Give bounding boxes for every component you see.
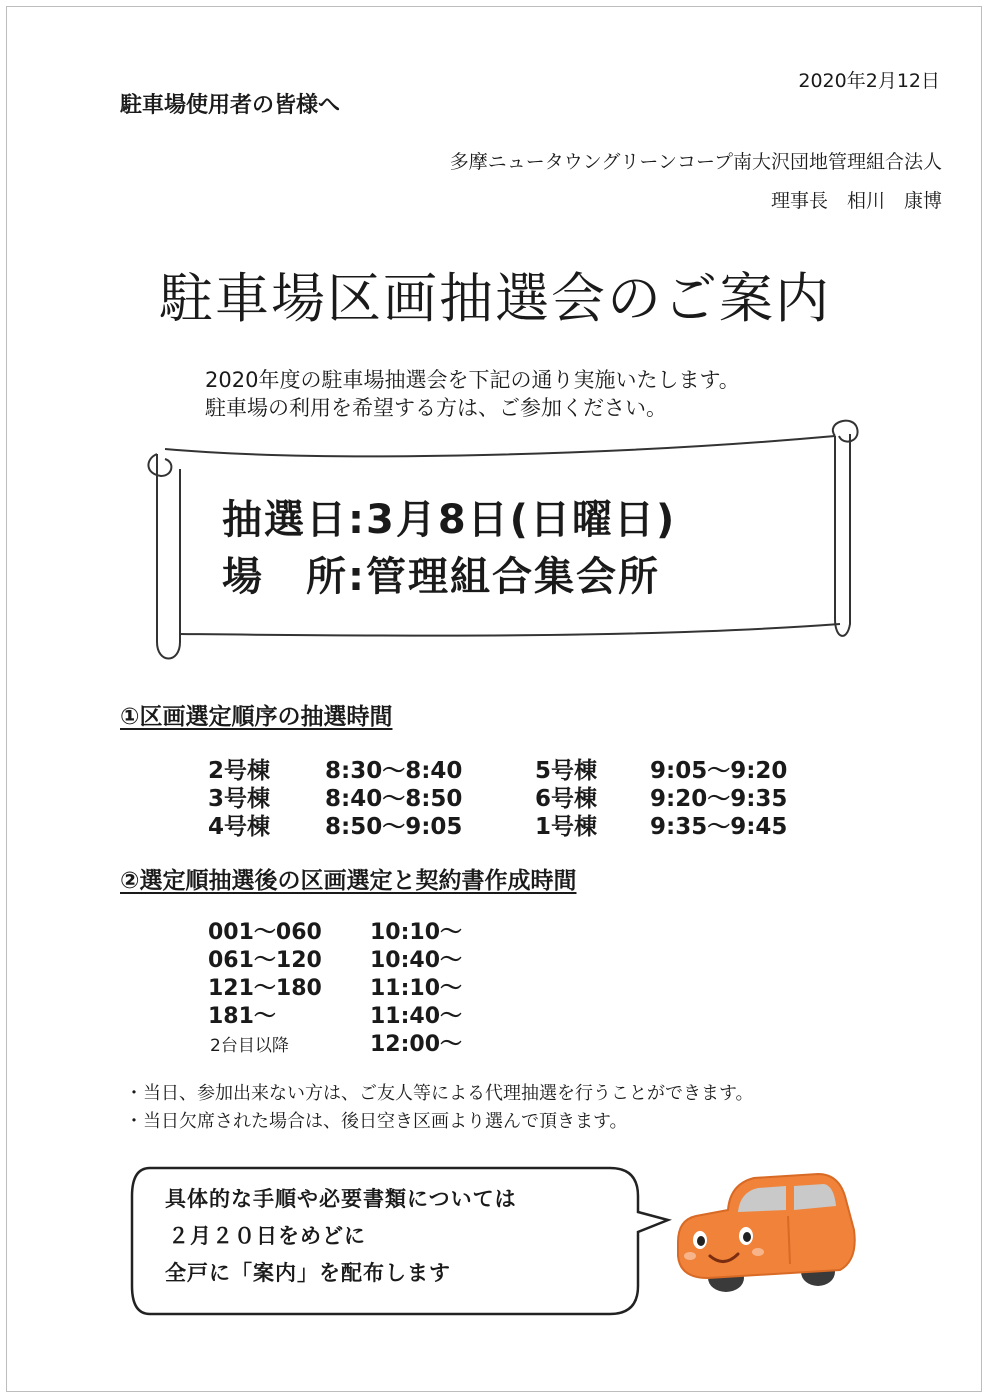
notice-date: 2020年2月12日 (798, 70, 940, 92)
time-slot: 9:20～9:35 (650, 786, 788, 812)
time-slot: 8:30～8:40 (325, 758, 463, 784)
notes (125, 1080, 754, 1136)
section1-title: ①区画選定順序の抽選時間 (120, 704, 393, 730)
greeting: 駐車場使用者の皆様へ (120, 93, 341, 118)
time-slot: 8:40～8:50 (325, 786, 463, 812)
bubble-line-1: 具体的な手順や必要書類については (165, 1187, 517, 1211)
page-title: 駐車場区画抽選会のご案内 (159, 267, 831, 330)
chairman-name: 理事長 相川 康博 (770, 190, 942, 212)
time-slot: 10:40～ (370, 948, 463, 973)
building-label: 5号棟 (535, 758, 598, 784)
note-item: ・当日、参加出来ない方は、ご友人等による代理抽選を行うことができます。 (125, 1083, 754, 1104)
organization-name: 多摩ニュータウングリーンコープ南大沢団地管理組合法人 (449, 151, 942, 173)
section2-title: ②選定順抽選後の区画選定と契約書作成時間 (120, 868, 577, 894)
building-label: 4号棟 (208, 814, 271, 840)
range-label: 001～060 (208, 920, 322, 945)
time-slot: 10:10～ (370, 920, 463, 945)
range-label: 181～ (208, 1004, 276, 1029)
time-slot: 9:35～9:45 (650, 814, 788, 840)
range-label: 061～120 (208, 948, 322, 973)
intro-line-2: 駐車場の利用を希望する方は、ご参加ください。 (205, 396, 667, 420)
time-slot: 9:05～9:20 (650, 758, 788, 784)
intro-line-1: 2020年度の駐車場抽選会を下記の通り実施いたします。 (205, 368, 740, 392)
time-slot: 11:10～ (370, 976, 463, 1001)
lottery-place: 場 所:管理組合集会所 (222, 554, 660, 600)
building-label: 2号棟 (208, 758, 271, 784)
time-slot: 12:00～ (370, 1032, 463, 1057)
range-label: 121～180 (208, 976, 322, 1001)
time-slot: 8:50～9:05 (325, 814, 463, 840)
range-label: 2台目以降 (210, 1036, 289, 1056)
lottery-date: 抽選日:3月8日(日曜日) (222, 497, 677, 543)
bubble-line-2: ２月２０日をめどに (168, 1224, 366, 1248)
building-label: 3号棟 (208, 786, 271, 812)
building-label: 1号棟 (535, 814, 598, 840)
car-icon (668, 1160, 868, 1295)
note-item: ・当日欠席された場合は、後日空き区画より選んで頂きます。 (125, 1111, 628, 1132)
bubble-line-3: 全戸に「案内」を配布します (165, 1261, 451, 1285)
building-label: 6号棟 (535, 786, 598, 812)
time-slot: 11:40～ (370, 1004, 463, 1029)
